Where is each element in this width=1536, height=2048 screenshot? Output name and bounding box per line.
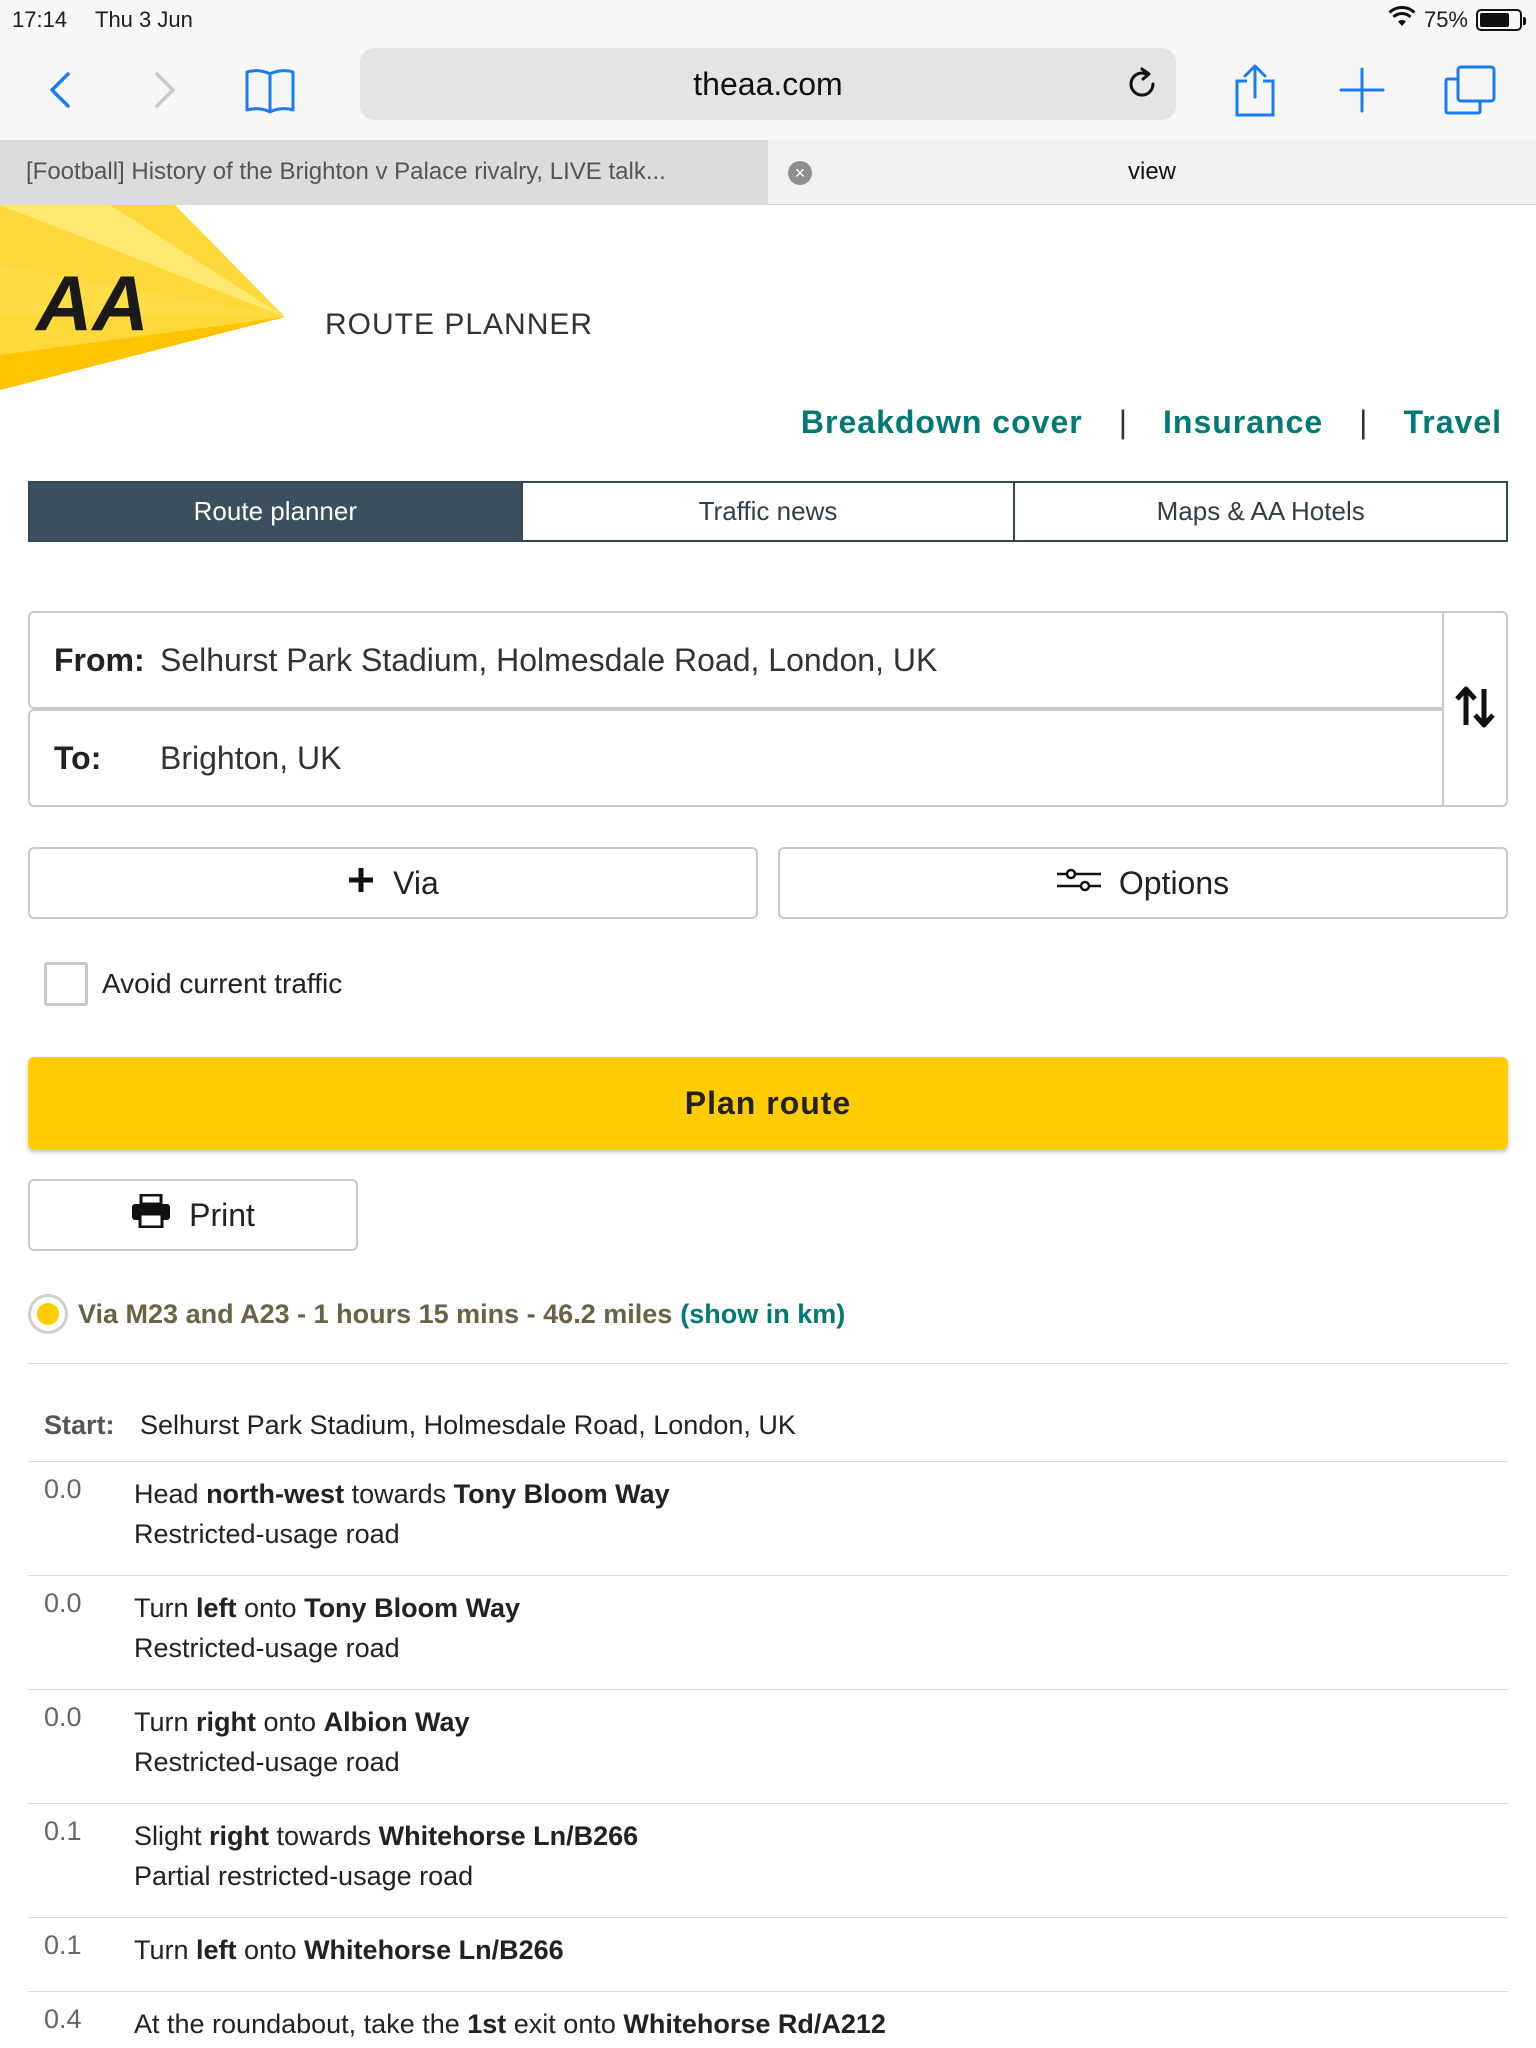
printer-icon [131,1194,171,1236]
instruction-segment: Slight [134,1821,210,1851]
nav-breakdown-cover[interactable]: Breakdown cover [800,404,1083,440]
step-road-note: Partial restricted-usage road [134,1861,474,1891]
instruction-segment: right [209,1821,270,1851]
plan-route-button[interactable]: Plan route [28,1057,1508,1149]
status-date: Thu 3 Jun [95,7,193,32]
divider [28,1917,1508,1918]
instruction-segment: right [196,1707,257,1737]
instruction-segment: 1st [467,2009,507,2039]
step-road-note: Restricted-usage road [134,1519,400,1549]
start-label: Start: [44,1410,115,1440]
share-icon[interactable] [1225,60,1285,120]
to-value[interactable]: Brighton, UK [160,739,342,776]
status-time: 17:14 [12,7,68,32]
instruction-segment: Whitehorse Rd/A212 [623,2009,886,2039]
top-nav [801,404,1502,441]
tab-football[interactable] [0,140,768,205]
tab-title: [Football] History of the Brighton v Palace rivalry, LIVE talk... [26,158,666,185]
step-road-note: Restricted-usage road [134,1633,400,1663]
aa-logo-text: AA [36,259,149,347]
add-via-button[interactable] [28,847,758,919]
route-summary [28,1294,845,1334]
instruction-segment: exit onto [506,2009,624,2039]
divider [28,1991,1508,1992]
instruction-segment: Turn [134,1593,197,1623]
step-instruction [134,1816,638,1896]
browser-toolbar [0,40,1536,140]
status-right [1388,6,1522,34]
instruction-segment: towards [344,1479,454,1509]
to-field[interactable] [28,709,1444,807]
swap-button[interactable] [1442,611,1508,807]
divider [28,1575,1508,1576]
aa-logo[interactable] [0,205,300,390]
tab-bar [0,140,1536,205]
options-button[interactable] [778,847,1508,919]
wifi-icon [1388,6,1416,34]
battery-icon [1476,9,1522,31]
route-summary-text: Via M23 and A23 - 1 hours 15 mins - 46.2 miles [78,1298,673,1329]
avoid-traffic-checkbox[interactable] [44,962,88,1006]
step-instruction [134,1930,564,1970]
divider [28,1689,1508,1690]
address-text: theaa.com [693,65,843,102]
instruction-segment: Turn [134,1935,197,1965]
close-tab-icon[interactable]: × [788,161,812,185]
divider [28,1803,1508,1804]
instruction-segment: onto [236,1935,305,1965]
route-start [44,1410,796,1441]
nav-insurance[interactable]: Insurance [1163,404,1324,440]
print-label: Print [189,1196,255,1233]
instruction-segment: At the roundabout, take the [134,2009,468,2039]
sliders-icon [1057,865,1101,902]
from-label: From: [54,641,145,678]
step-instruction-line [134,1930,564,1970]
instruction-segment: towards [269,1821,379,1851]
step-instruction-line [134,1816,638,1856]
swap-arrows-icon [1453,685,1497,734]
instruction-segment: Whitehorse Ln/B266 [304,1935,564,1965]
route-radio[interactable] [28,1294,68,1334]
step-instruction-line [134,1702,470,1742]
step-road-note: Restricted-usage road [134,1747,400,1777]
step-instruction-line [134,2004,886,2044]
start-value: Selhurst Park Stadium, Holmesdale Road, London, UK [140,1410,796,1440]
step-instruction [134,1702,470,1782]
tab-maps-hotels[interactable]: Maps & AA Hotels [1013,483,1506,540]
step-distance: 0.1 [44,1816,82,1846]
battery-fill [1480,13,1509,27]
instruction-segment: Head [134,1479,207,1509]
print-button[interactable] [28,1179,358,1251]
status-bar [0,0,1536,40]
avoid-traffic-label: Avoid current traffic [102,968,343,999]
step-distance: 0.1 [44,1930,82,1960]
tab-title: view [1127,158,1176,185]
bookmarks-icon[interactable] [240,60,300,120]
show-in-km-link[interactable]: (show in km) [680,1298,846,1329]
instruction-segment: Turn [134,1707,197,1737]
divider [28,1363,1508,1364]
new-tab-icon[interactable] [1332,60,1392,120]
step-distance: 0.0 [44,1588,82,1618]
step-instruction [134,2004,886,2044]
tab-route-planner[interactable]: Route planner [30,483,521,540]
divider [28,1461,1508,1462]
instruction-segment: onto [256,1707,324,1737]
instruction-segment: left [196,1935,237,1965]
step-instruction-line [134,1474,670,1514]
nav-separator: | [1359,404,1368,440]
from-field[interactable] [28,611,1444,709]
nav-travel[interactable]: Travel [1403,404,1502,440]
back-button[interactable] [30,60,90,120]
instruction-segment: left [196,1593,237,1623]
instruction-segment: Tony Bloom Way [304,1593,521,1623]
reload-icon[interactable] [1120,62,1164,106]
nav-separator: | [1118,404,1127,440]
radio-selected-dot [37,1303,59,1325]
forward-button[interactable] [135,60,195,120]
battery-percent: 75% [1423,7,1468,32]
via-label: Via [393,864,439,901]
instruction-segment: Whitehorse Ln/B266 [378,1821,639,1851]
step-distance: 0.0 [44,1702,82,1732]
tab-traffic-news[interactable]: Traffic news [521,483,1014,540]
address-bar[interactable] [360,48,1176,120]
instruction-segment: onto [236,1593,305,1623]
step-instruction [134,1474,670,1554]
step-distance: 0.0 [44,1474,82,1504]
avoid-traffic-option[interactable] [44,962,342,1006]
instruction-segment: Tony Bloom Way [453,1479,670,1509]
tabs-icon[interactable] [1440,60,1500,120]
section-tabs [28,481,1508,542]
route-inputs [28,611,1508,807]
from-value[interactable]: Selhurst Park Stadium, Holmesdale Road, London, UK [160,641,938,678]
to-label: To: [54,739,102,776]
instruction-segment: Albion Way [323,1707,470,1737]
step-distance: 0.4 [44,2004,82,2034]
tab-view[interactable] [768,140,1536,205]
step-instruction-line [134,1588,520,1628]
instruction-segment: north-west [206,1479,345,1509]
plus-icon [347,865,375,902]
options-label: Options [1118,864,1230,901]
page-title: ROUTE PLANNER [325,308,594,341]
step-instruction [134,1588,520,1668]
